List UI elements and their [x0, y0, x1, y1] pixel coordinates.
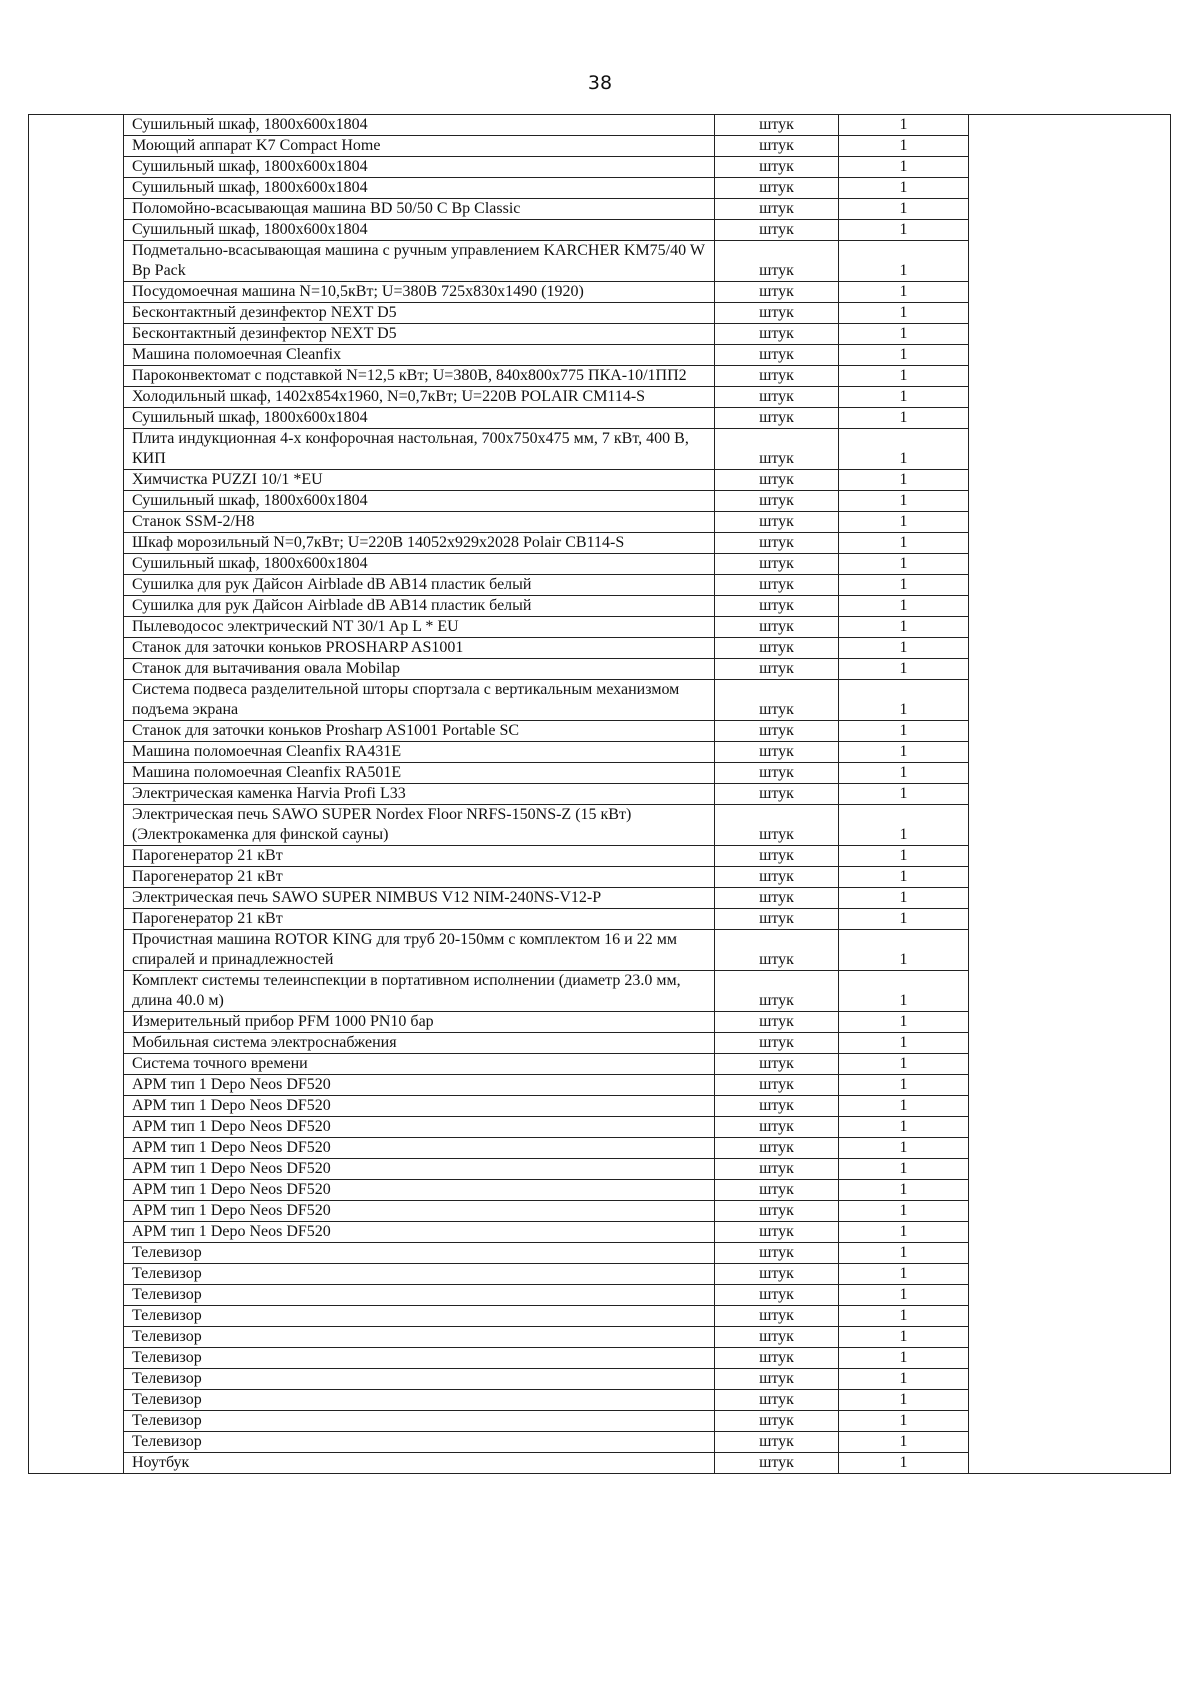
quantity-cell: 1	[839, 638, 969, 659]
quantity-cell: 1	[839, 1285, 969, 1306]
item-name-cell: Сушильный шкаф, 1800х600х1804	[124, 491, 715, 512]
quantity-cell: 1	[839, 575, 969, 596]
item-name-cell: Холодильный шкаф, 1402х854х1960, N=0,7кВт; U=220В POLAIR CM114-S	[124, 387, 715, 408]
unit-cell: штук	[715, 846, 839, 867]
quantity-cell: 1	[839, 1222, 969, 1243]
quantity-cell: 1	[839, 1327, 969, 1348]
item-name-cell: Парогенератор 21 кВт	[124, 867, 715, 888]
quantity-cell: 1	[839, 1096, 969, 1117]
quantity-cell: 1	[839, 1264, 969, 1285]
item-name-cell: Телевизор	[124, 1411, 715, 1432]
item-name-cell: Сушильный шкаф, 1800х600х1804	[124, 408, 715, 429]
item-name-cell: Станок для заточки коньков PROSHARP AS1001	[124, 638, 715, 659]
quantity-cell: 1	[839, 408, 969, 429]
item-name-cell: Машина поломоечная Cleanfix RA431E	[124, 742, 715, 763]
unit-cell: штук	[715, 1264, 839, 1285]
quantity-cell: 1	[839, 1075, 969, 1096]
item-name-cell: Телевизор	[124, 1369, 715, 1390]
unit-cell: штук	[715, 303, 839, 324]
item-name-cell: Станок для вытачивания овала Mobilap	[124, 659, 715, 680]
unit-cell: штук	[715, 596, 839, 617]
quantity-cell: 1	[839, 805, 969, 846]
item-name-cell: Моющий аппарат K7 Compact Home	[124, 136, 715, 157]
quantity-cell: 1	[839, 1117, 969, 1138]
unit-cell: штук	[715, 1159, 839, 1180]
item-name-cell: Пылеводосос электрический NT 30/1 Ap L * EU	[124, 617, 715, 638]
item-name-cell: Измерительный прибор PFM 1000 PN10 бар	[124, 1012, 715, 1033]
item-name-cell: Сушильный шкаф, 1800х600х1804	[124, 178, 715, 199]
unit-cell: штук	[715, 1012, 839, 1033]
table-row	[29, 115, 1171, 136]
quantity-cell: 1	[839, 1201, 969, 1222]
item-name-cell: Машина поломоечная Cleanfix RA501E	[124, 763, 715, 784]
quantity-cell: 1	[839, 1453, 969, 1474]
quantity-cell: 1	[839, 1159, 969, 1180]
unit-cell: штук	[715, 554, 839, 575]
quantity-cell: 1	[839, 345, 969, 366]
quantity-cell: 1	[839, 846, 969, 867]
quantity-cell: 1	[839, 533, 969, 554]
notes-column-cell	[969, 115, 1171, 1474]
quantity-cell: 1	[839, 491, 969, 512]
item-name-cell: Система точного времени	[124, 1054, 715, 1075]
unit-cell: штук	[715, 1453, 839, 1474]
quantity-cell: 1	[839, 470, 969, 491]
unit-cell: штук	[715, 742, 839, 763]
item-name-cell: Прочистная машина ROTOR KING для труб 20-150мм с комплектом 16 и 22 мм спиралей и принадлежностей	[124, 930, 715, 971]
item-name-cell: Электрическая печь SAWO SUPER Nordex Floor NRFS-150NS-Z (15 кВт) (Электрокаменка для финской сауны)	[124, 805, 715, 846]
item-name-cell: АРМ тип 1 Depo Neos DF520	[124, 1159, 715, 1180]
quantity-cell: 1	[839, 1138, 969, 1159]
unit-cell: штук	[715, 1285, 839, 1306]
unit-cell: штук	[715, 721, 839, 742]
item-name-cell: АРМ тип 1 Depo Neos DF520	[124, 1075, 715, 1096]
item-name-cell: Ноутбук	[124, 1453, 715, 1474]
item-name-cell: АРМ тип 1 Depo Neos DF520	[124, 1117, 715, 1138]
quantity-cell: 1	[839, 888, 969, 909]
item-name-cell: Телевизор	[124, 1432, 715, 1453]
unit-cell: штук	[715, 1348, 839, 1369]
quantity-cell: 1	[839, 763, 969, 784]
unit-cell: штук	[715, 638, 839, 659]
item-name-cell: АРМ тип 1 Depo Neos DF520	[124, 1138, 715, 1159]
unit-cell: штук	[715, 930, 839, 971]
unit-cell: штук	[715, 575, 839, 596]
item-name-cell: Телевизор	[124, 1390, 715, 1411]
quantity-cell: 1	[839, 429, 969, 470]
item-name-cell: Подметально-всасывающая машина с ручным управлением KARCHER KM75/40 W Bp Pack	[124, 241, 715, 282]
item-name-cell: Мобильная система электроснабжения	[124, 1033, 715, 1054]
quantity-cell: 1	[839, 241, 969, 282]
quantity-cell: 1	[839, 303, 969, 324]
quantity-cell: 1	[839, 1390, 969, 1411]
quantity-cell: 1	[839, 1033, 969, 1054]
quantity-cell: 1	[839, 721, 969, 742]
item-name-cell: Станок SSM-2/H8	[124, 512, 715, 533]
quantity-cell: 1	[839, 199, 969, 220]
item-name-cell: Сушильный шкаф, 1800х600х1804	[124, 115, 715, 136]
unit-cell: штук	[715, 1117, 839, 1138]
unit-cell: штук	[715, 512, 839, 533]
item-name-cell: АРМ тип 1 Depo Neos DF520	[124, 1222, 715, 1243]
unit-cell: штук	[715, 199, 839, 220]
unit-cell: штук	[715, 282, 839, 303]
item-name-cell: Бесконтактный дезинфектор NEXT D5	[124, 303, 715, 324]
unit-cell: штук	[715, 1096, 839, 1117]
item-name-cell: Телевизор	[124, 1243, 715, 1264]
quantity-cell: 1	[839, 220, 969, 241]
unit-cell: штук	[715, 805, 839, 846]
quantity-cell: 1	[839, 742, 969, 763]
item-name-cell: Плита индукционная 4-х конфорочная настольная, 700х750х475 мм, 7 кВт, 400 В, КИП	[124, 429, 715, 470]
unit-cell: штук	[715, 241, 839, 282]
item-name-cell: Пароконвектомат с подставкой N=12,5 кВт; U=380В, 840х800х775 ПКА-10/1ПП2	[124, 366, 715, 387]
item-name-cell: Сушильный шкаф, 1800х600х1804	[124, 220, 715, 241]
unit-cell: штук	[715, 136, 839, 157]
unit-cell: штук	[715, 763, 839, 784]
item-name-cell: Сушилка для рук Дайсон Airblade dB AB14 пластик белый	[124, 596, 715, 617]
item-name-cell: Телевизор	[124, 1306, 715, 1327]
unit-cell: штук	[715, 408, 839, 429]
item-name-cell: Бесконтактный дезинфектор NEXT D5	[124, 324, 715, 345]
item-name-cell: Сушильный шкаф, 1800х600х1804	[124, 554, 715, 575]
quantity-cell: 1	[839, 554, 969, 575]
quantity-cell: 1	[839, 680, 969, 721]
quantity-cell: 1	[839, 867, 969, 888]
unit-cell: штук	[715, 533, 839, 554]
unit-cell: штук	[715, 971, 839, 1012]
unit-cell: штук	[715, 1180, 839, 1201]
unit-cell: штук	[715, 909, 839, 930]
quantity-cell: 1	[839, 1348, 969, 1369]
item-name-cell: Сушилка для рук Дайсон Airblade dB AB14 пластик белый	[124, 575, 715, 596]
quantity-cell: 1	[839, 1180, 969, 1201]
quantity-cell: 1	[839, 1054, 969, 1075]
unit-cell: штук	[715, 1306, 839, 1327]
quantity-cell: 1	[839, 930, 969, 971]
quantity-cell: 1	[839, 157, 969, 178]
unit-cell: штук	[715, 1075, 839, 1096]
unit-cell: штук	[715, 888, 839, 909]
unit-cell: штук	[715, 659, 839, 680]
quantity-cell: 1	[839, 178, 969, 199]
quantity-cell: 1	[839, 617, 969, 638]
unit-cell: штук	[715, 680, 839, 721]
quantity-cell: 1	[839, 387, 969, 408]
item-name-cell: Парогенератор 21 кВт	[124, 909, 715, 930]
unit-cell: штук	[715, 220, 839, 241]
quantity-cell: 1	[839, 366, 969, 387]
quantity-cell: 1	[839, 115, 969, 136]
item-name-cell: Комплект системы телеинспекции в портативном исполнении (диаметр 23.0 мм, длина 40.0 м)	[124, 971, 715, 1012]
unit-cell: штук	[715, 1033, 839, 1054]
item-name-cell: АРМ тип 1 Depo Neos DF520	[124, 1096, 715, 1117]
item-name-cell: АРМ тип 1 Depo Neos DF520	[124, 1201, 715, 1222]
unit-cell: штук	[715, 1054, 839, 1075]
unit-cell: штук	[715, 470, 839, 491]
inventory-table-body	[29, 115, 1171, 1474]
unit-cell: штук	[715, 387, 839, 408]
unit-cell: штук	[715, 157, 839, 178]
quantity-cell: 1	[839, 1369, 969, 1390]
quantity-cell: 1	[839, 1012, 969, 1033]
quantity-cell: 1	[839, 1306, 969, 1327]
quantity-cell: 1	[839, 324, 969, 345]
unit-cell: штук	[715, 1327, 839, 1348]
inventory-table	[28, 114, 1171, 1474]
item-name-cell: Сушильный шкаф, 1800х600х1804	[124, 157, 715, 178]
unit-cell: штук	[715, 1390, 839, 1411]
unit-cell: штук	[715, 491, 839, 512]
quantity-cell: 1	[839, 1432, 969, 1453]
item-name-cell: Система подвеса разделительной шторы спортзала с вертикальным механизмом подъема экрана	[124, 680, 715, 721]
unit-cell: штук	[715, 1201, 839, 1222]
item-name-cell: Электрическая каменка Harvia Profi L33	[124, 784, 715, 805]
row-number-column-cell	[29, 115, 124, 1474]
unit-cell: штук	[715, 784, 839, 805]
unit-cell: штук	[715, 115, 839, 136]
unit-cell: штук	[715, 1411, 839, 1432]
item-name-cell: Посудомоечная машина N=10,5кВт; U=380В 725х830х1490 (1920)	[124, 282, 715, 303]
quantity-cell: 1	[839, 784, 969, 805]
quantity-cell: 1	[839, 909, 969, 930]
unit-cell: штук	[715, 345, 839, 366]
unit-cell: штук	[715, 1369, 839, 1390]
item-name-cell: Электрическая печь SAWO SUPER NIMBUS V12 NIM-240NS-V12-P	[124, 888, 715, 909]
unit-cell: штук	[715, 867, 839, 888]
item-name-cell: Поломойно-всасывающая машина BD 50/50 C Bp Classic	[124, 199, 715, 220]
item-name-cell: Телевизор	[124, 1348, 715, 1369]
item-name-cell: Шкаф морозильный N=0,7кВт; U=220В 14052х929х2028 Polair CB114-S	[124, 533, 715, 554]
quantity-cell: 1	[839, 136, 969, 157]
page-number: 38	[587, 72, 613, 94]
quantity-cell: 1	[839, 971, 969, 1012]
unit-cell: штук	[715, 178, 839, 199]
item-name-cell: Химчистка PUZZI 10/1 *EU	[124, 470, 715, 491]
quantity-cell: 1	[839, 659, 969, 680]
unit-cell: штук	[715, 429, 839, 470]
unit-cell: штук	[715, 1222, 839, 1243]
unit-cell: штук	[715, 1243, 839, 1264]
quantity-cell: 1	[839, 512, 969, 533]
unit-cell: штук	[715, 617, 839, 638]
unit-cell: штук	[715, 1432, 839, 1453]
quantity-cell: 1	[839, 596, 969, 617]
quantity-cell: 1	[839, 282, 969, 303]
quantity-cell: 1	[839, 1411, 969, 1432]
quantity-cell: 1	[839, 1243, 969, 1264]
item-name-cell: Телевизор	[124, 1327, 715, 1348]
unit-cell: штук	[715, 366, 839, 387]
item-name-cell: Машина поломоечная Cleanfix	[124, 345, 715, 366]
item-name-cell: Телевизор	[124, 1264, 715, 1285]
item-name-cell: Телевизор	[124, 1285, 715, 1306]
unit-cell: штук	[715, 1138, 839, 1159]
item-name-cell: Парогенератор 21 кВт	[124, 846, 715, 867]
item-name-cell: Станок для заточки коньков Prosharp AS1001 Portable SC	[124, 721, 715, 742]
item-name-cell: АРМ тип 1 Depo Neos DF520	[124, 1180, 715, 1201]
unit-cell: штук	[715, 324, 839, 345]
